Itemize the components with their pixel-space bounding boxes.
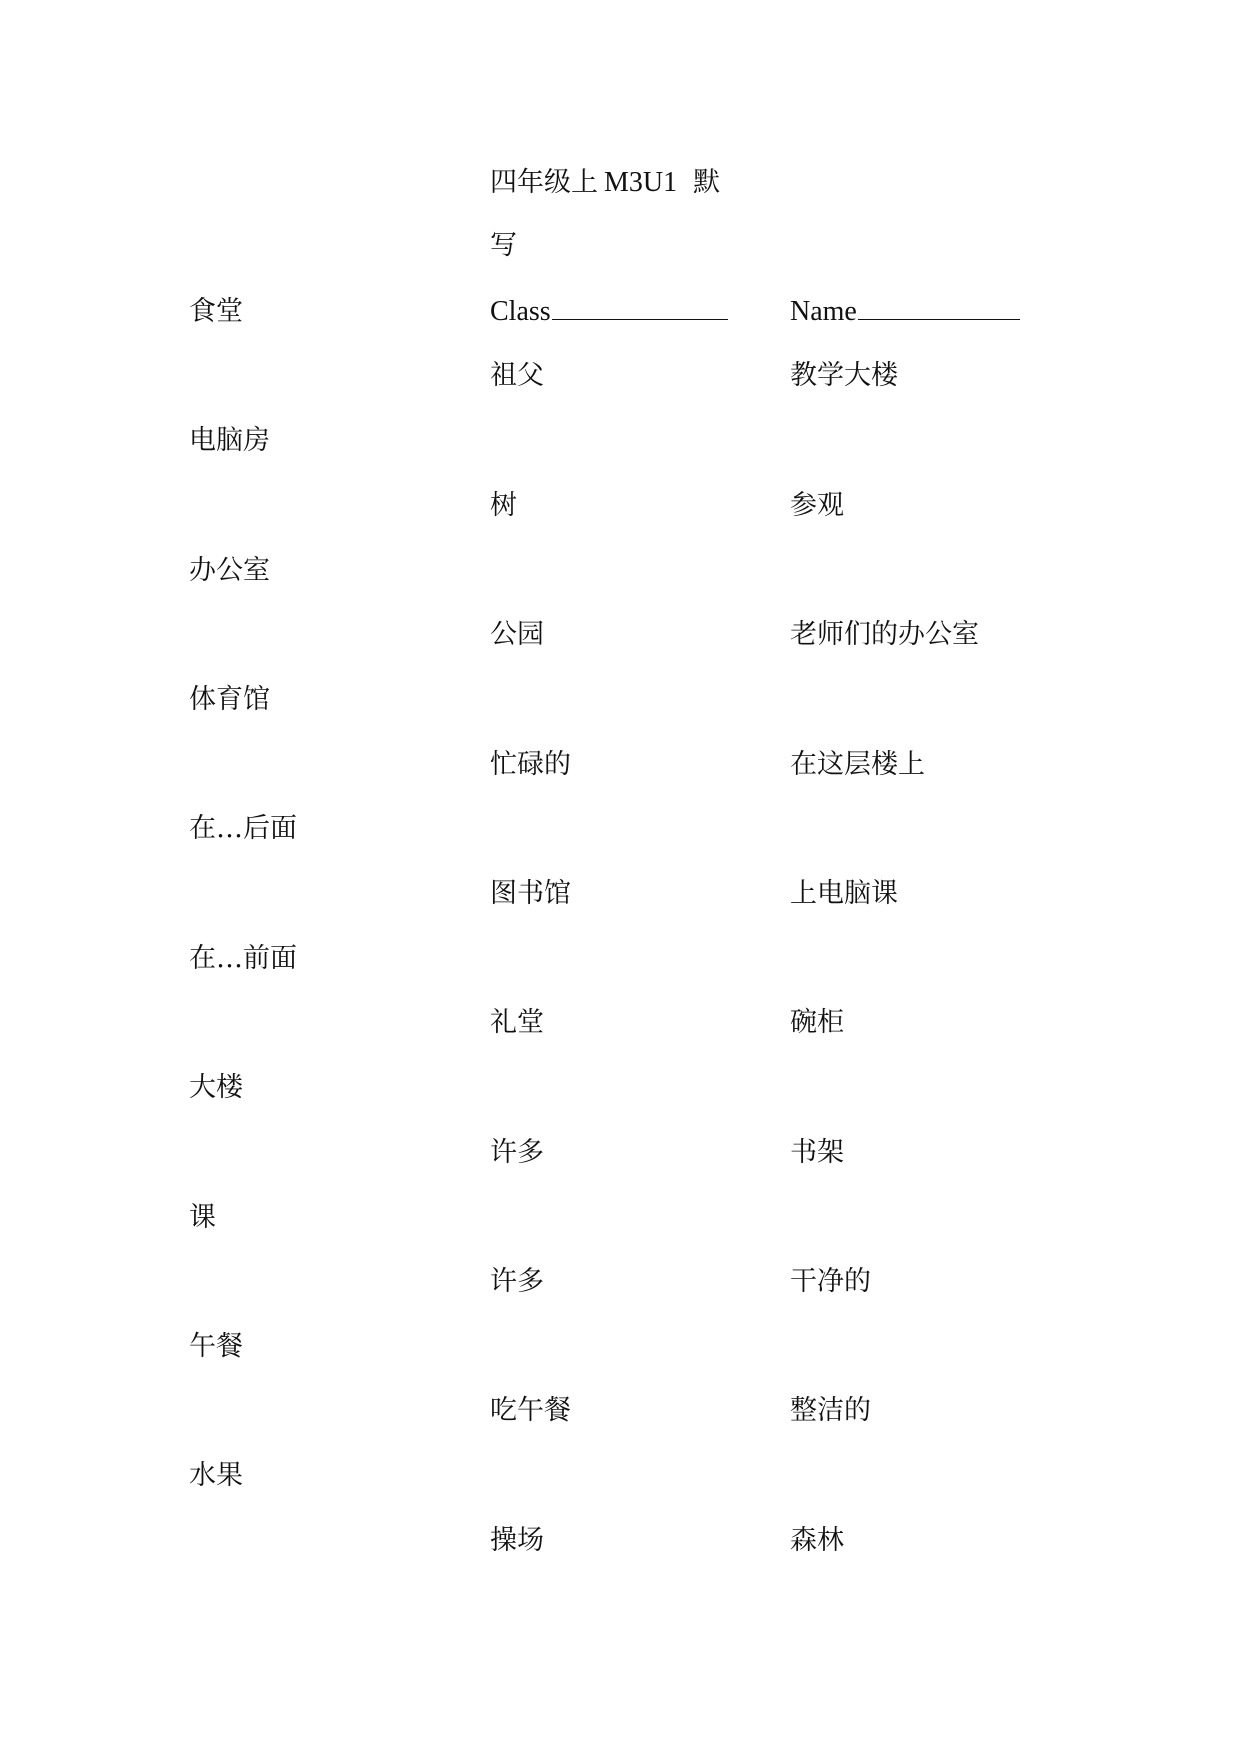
title-line-2: 写 [490, 230, 517, 261]
vocab-left-9: 午餐 [189, 1331, 243, 1362]
vocab-middle-10: 操场 [490, 1525, 544, 1556]
vocab-right-4: 在这层楼上 [790, 749, 925, 780]
class-blank-line [552, 297, 728, 320]
vocab-middle-4: 忙碌的 [490, 749, 571, 780]
vocab-left-8: 课 [189, 1202, 216, 1233]
name-blank-line [858, 297, 1020, 320]
vocab-left-7: 大楼 [189, 1072, 243, 1103]
vocab-left-2: 电脑房 [189, 425, 270, 456]
vocab-middle-9: 吃午餐 [490, 1395, 571, 1426]
vocab-middle-3: 公园 [490, 619, 544, 650]
title-line-1 [490, 166, 720, 200]
vocab-middle-5: 图书馆 [490, 878, 571, 909]
vocab-right-10: 森林 [790, 1525, 844, 1556]
vocab-left-4: 体育馆 [189, 684, 270, 715]
vocab-right-5: 上电脑课 [790, 878, 898, 909]
name-field [790, 295, 1020, 329]
vocab-left-5: 在…后面 [189, 813, 297, 844]
vocab-right-6: 碗柜 [790, 1007, 844, 1038]
vocab-middle-6: 礼堂 [490, 1007, 544, 1038]
vocab-right-8: 干净的 [790, 1266, 871, 1297]
title-dictation-char: 默 [693, 167, 721, 198]
vocab-middle-8: 许多 [490, 1266, 544, 1297]
vocab-middle-7: 许多 [490, 1137, 544, 1168]
vocab-middle-2: 树 [490, 490, 517, 521]
title-unit-code: M3U1 [604, 167, 678, 198]
vocab-right-3: 老师们的办公室 [790, 619, 979, 650]
vocab-right-2: 参观 [790, 490, 844, 521]
vocab-right-9: 整洁的 [790, 1395, 871, 1426]
name-label: Name [790, 296, 857, 327]
vocab-right-1: 教学大楼 [790, 360, 898, 391]
vocab-left-1: 食堂 [189, 296, 243, 327]
class-label: Class [490, 296, 551, 327]
vocab-left-3: 办公室 [189, 555, 270, 586]
vocab-right-7: 书架 [790, 1137, 844, 1168]
title-grade: 四年级上 [490, 167, 598, 198]
vocab-left-6: 在…前面 [189, 943, 297, 974]
vocab-left-10: 水果 [189, 1460, 243, 1491]
class-field [490, 295, 728, 329]
vocab-middle-1: 祖父 [490, 360, 544, 391]
